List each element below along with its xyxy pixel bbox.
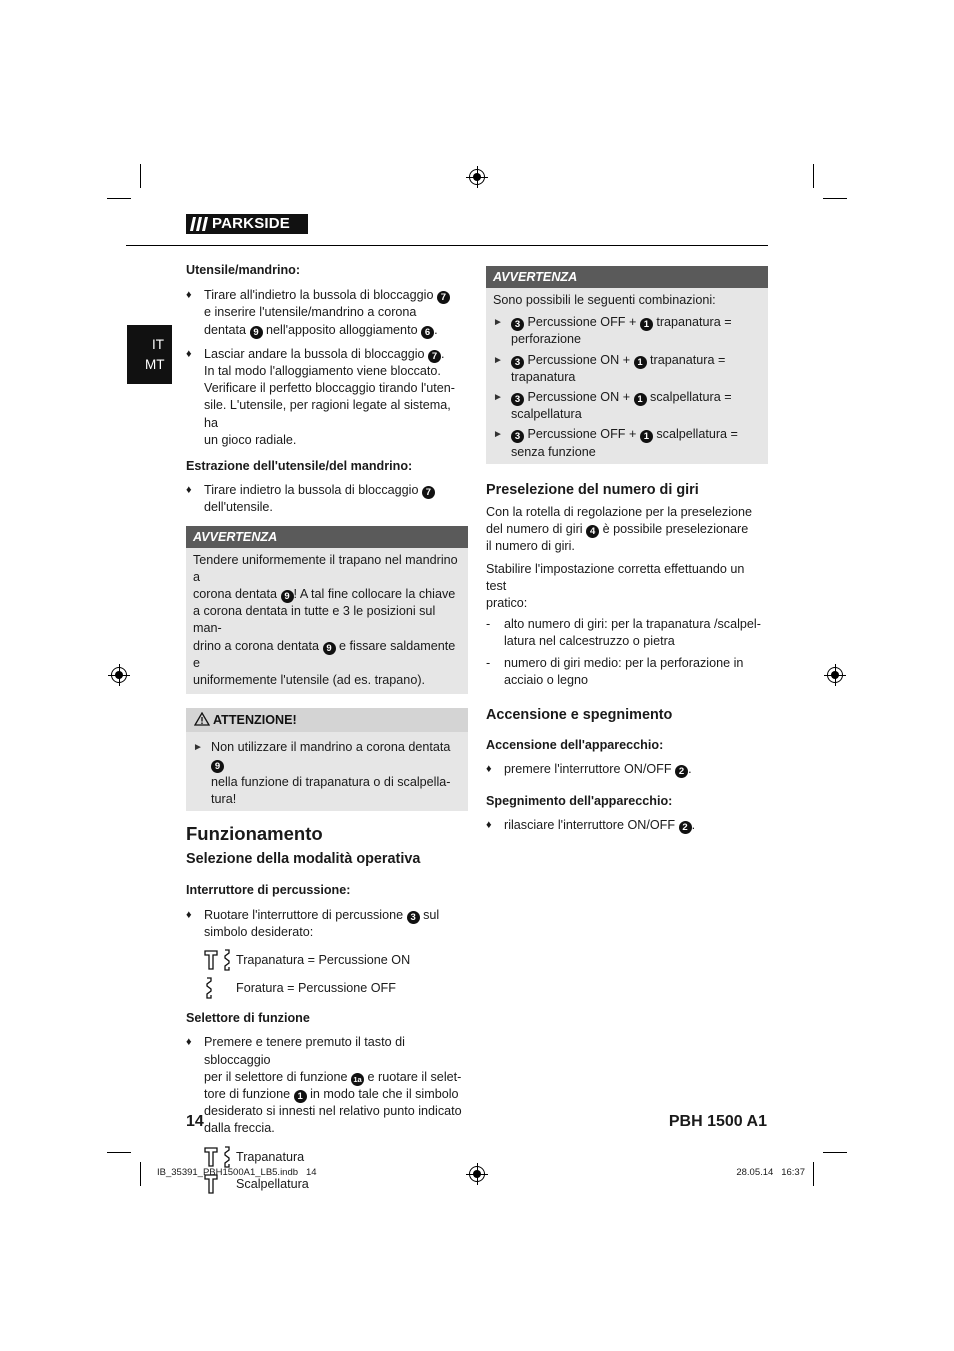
section-heading: Spegnimento dell'apparecchio: — [486, 793, 673, 808]
section-heading: Selettore di funzione — [186, 1011, 310, 1026]
registration-mark-icon — [469, 169, 485, 185]
registration-mark-icon — [827, 667, 843, 683]
ref-number: 1 — [634, 356, 647, 369]
logo-stripes-icon — [189, 216, 209, 232]
print-date-info: 28.05.14 16:37 — [736, 1167, 805, 1178]
crop-mark — [107, 1152, 131, 1153]
registration-mark-icon — [111, 667, 127, 683]
ref-number: 4 — [586, 525, 599, 538]
section-heading: Utensile/mandrino: — [186, 263, 301, 277]
combination-item: ► 3 Percussione ON + 1 trapanatura = trapanatura — [493, 352, 726, 384]
combination-list — [493, 314, 762, 461]
bullet-diamond-icon: ♦ — [186, 484, 192, 497]
paragraph: Stabilire l'impostazione corretta effettuando un test pratico: — [486, 561, 745, 611]
ref-number: 1 — [640, 318, 653, 331]
ref-number: 3 — [511, 356, 524, 369]
note-box — [486, 266, 768, 464]
bullet-diamond-icon: ♦ — [186, 289, 192, 302]
note-box — [186, 526, 468, 695]
arrow-right-icon: ► — [193, 742, 203, 754]
section-heading: Interruttore di percussione: — [186, 883, 351, 898]
bullet-diamond-icon: ♦ — [186, 908, 192, 921]
ref-number: 7 — [437, 291, 450, 304]
list-item: ♦ Premere e tenere premuto il tasto di sbloccaggio per il selettore di funzione 1a e ruotare il selet- tore di funzione 1 in modo tale che il simbolo desiderato si innesti nel relativo punto indicato dalla freccia. — [186, 1035, 462, 1136]
bullet-diamond-icon: ♦ — [486, 763, 492, 776]
brand-name: PARKSIDE — [212, 215, 290, 232]
drill-bit-icon — [222, 1146, 232, 1168]
ref-number: 9 — [281, 590, 294, 603]
combination-item: ► 3 Percussione ON + 1 scalpellatura = scalpellatura — [493, 390, 732, 422]
symbol-row — [186, 946, 468, 974]
crop-mark — [813, 1162, 814, 1186]
hammer-icon — [204, 1147, 218, 1167]
ref-number: 3 — [511, 318, 524, 331]
crop-mark — [823, 1152, 847, 1153]
print-file-info: IB_35391_PBH1500A1_LB5.indb 14 — [157, 1167, 317, 1178]
section-subtitle: Selezione della modalità operativa — [186, 851, 421, 868]
ref-number: 7 — [428, 350, 441, 363]
paragraph: Con la rotella di regolazione per la preselezione del numero di giri 4 è possibile preselezionare il numero di giri. — [486, 505, 753, 554]
bullet-diamond-icon: ♦ — [186, 1036, 192, 1049]
section-heading: Accensione dell'apparecchio: — [486, 738, 664, 753]
ref-number: 3 — [407, 911, 420, 924]
ref-number: 3 — [511, 393, 524, 406]
arrow-right-icon: ► — [493, 354, 503, 366]
symbol-label: Scalpellatura — [236, 1176, 309, 1191]
drill-bit-icon — [204, 977, 214, 999]
crop-mark — [813, 164, 814, 188]
arrow-right-icon: ► — [493, 429, 503, 441]
warning-box-title: ATTENZIONE! — [186, 708, 468, 732]
list-item: ♦ Tirare all'indietro la bussola di bloccaggio 7 e inserire l'utensile/mandrino a corona dentata 9 nell'apposito alloggiamento 6 . — [186, 287, 468, 339]
crop-mark — [140, 1162, 141, 1186]
symbol-row — [186, 974, 468, 1002]
left-column — [186, 262, 468, 1197]
language-tab — [127, 325, 172, 384]
dash-marker: - — [486, 617, 491, 632]
dash-marker: - — [486, 655, 491, 670]
list-item: ♦ premere l'interruttore ON/OFF 2 . — [486, 762, 692, 778]
list-item: ♦ rilasciare l'interruttore ON/OFF 2 . — [486, 817, 696, 833]
crop-mark — [823, 198, 847, 199]
warning-triangle-icon — [194, 712, 210, 726]
drill-bit-icon — [222, 949, 232, 971]
section-title: Funzionamento — [186, 823, 323, 845]
section-subtitle: Preselezione del numero di giri — [486, 481, 699, 498]
bullet-diamond-icon: ♦ — [186, 347, 192, 360]
page-number: 14 — [186, 1113, 204, 1130]
ref-number: 1 — [294, 1090, 307, 1103]
note-box-body: Sono possibili le seguenti combinazioni: ► 3 Percussione OFF + 1 trapanatura = perforazione ► 3 Percussione ON + 1 trapanatura = trapanatura ► 3 Percussione ON + 1 scalpellatura = scalpellatura ► 3 Percussione OFF + 1 scalpellatura = senza funzione — [486, 288, 768, 464]
arrow-right-icon: ► — [493, 392, 503, 404]
ref-number: 1 — [634, 393, 647, 406]
ref-number: 1a — [351, 1073, 364, 1086]
model-name: PBH 1500 A1 — [668, 1113, 767, 1130]
brand-logo — [186, 214, 308, 234]
note-box-title: AVVERTENZA — [486, 266, 768, 288]
ref-number: 1 — [640, 430, 653, 443]
ref-number: 3 — [511, 430, 524, 443]
symbol-label: Foratura = Percussione OFF — [236, 981, 396, 996]
ref-number: 2 — [679, 821, 692, 834]
combination-item: ► 3 Percussione OFF + 1 trapanatura = perforazione — [493, 315, 732, 347]
ref-number: 9 — [250, 326, 263, 339]
warning-box-body: ► Non utilizzare il mandrino a corona dentata 9 nella funzione di trapanatura o di scalpella- tura! — [193, 740, 451, 806]
combination-item: ► 3 Percussione OFF + 1 scalpellatura = senza funzione — [493, 427, 738, 459]
list-item: ♦ Tirare indietro la bussola di bloccaggio 7 dell'utensile. — [186, 482, 468, 516]
lang-it: IT — [152, 337, 164, 352]
arrow-right-icon: ► — [493, 317, 503, 329]
list-item: - numero di giri medio: per la perforazione in acciaio o legno — [486, 655, 744, 687]
ref-number: 6 — [421, 326, 434, 339]
crop-mark — [107, 198, 131, 199]
registration-mark-icon — [469, 1166, 485, 1182]
ref-number: 7 — [422, 486, 435, 499]
symbol-label: Trapanatura = Percussione ON — [236, 953, 411, 968]
list-item: - alto numero di giri: per la trapanatura /scalpel- latura nel calcestruzzo o pietra — [486, 617, 761, 649]
ref-number: 2 — [675, 765, 688, 778]
symbol-label: Trapanatura — [236, 1149, 305, 1164]
lang-mt: MT — [145, 357, 165, 372]
section-heading: Estrazione dell'utensile/del mandrino: — [186, 459, 413, 474]
list-item: ♦ Lasciar andare la bussola di bloccaggio 7 . In tal modo l'alloggiamento viene bloccato. Verificare il perfetto bloccaggio tirando l'uten- sile. L'utensile, per ragioni legate al sistema, ha un gioco radiale. — [186, 346, 455, 447]
note-box-body: Tendere uniformemente il trapano nel mandrino a corona dentata 9 ! A tal fine collocare la chiave a corona dentata in tutte e 3 le posizioni sul man- drino a corona dentata 9 e fissare saldamente e uniformemente l'utensile (ad es. trapano). — [193, 552, 458, 688]
warning-box — [186, 708, 468, 811]
section-subtitle: Accensione e spegnimento — [486, 707, 673, 724]
bullet-diamond-icon: ♦ — [486, 818, 492, 831]
hammer-icon — [204, 950, 218, 970]
ref-number: 9 — [211, 760, 224, 773]
ref-number: 9 — [323, 642, 336, 655]
header-rule — [126, 245, 768, 246]
crop-mark — [140, 164, 141, 188]
right-column — [486, 266, 768, 834]
note-box-title: AVVERTENZA — [186, 526, 468, 548]
list-item: ♦ Ruotare l'interruttore di percussione 3 sul simbolo desiderato: — [186, 907, 440, 939]
